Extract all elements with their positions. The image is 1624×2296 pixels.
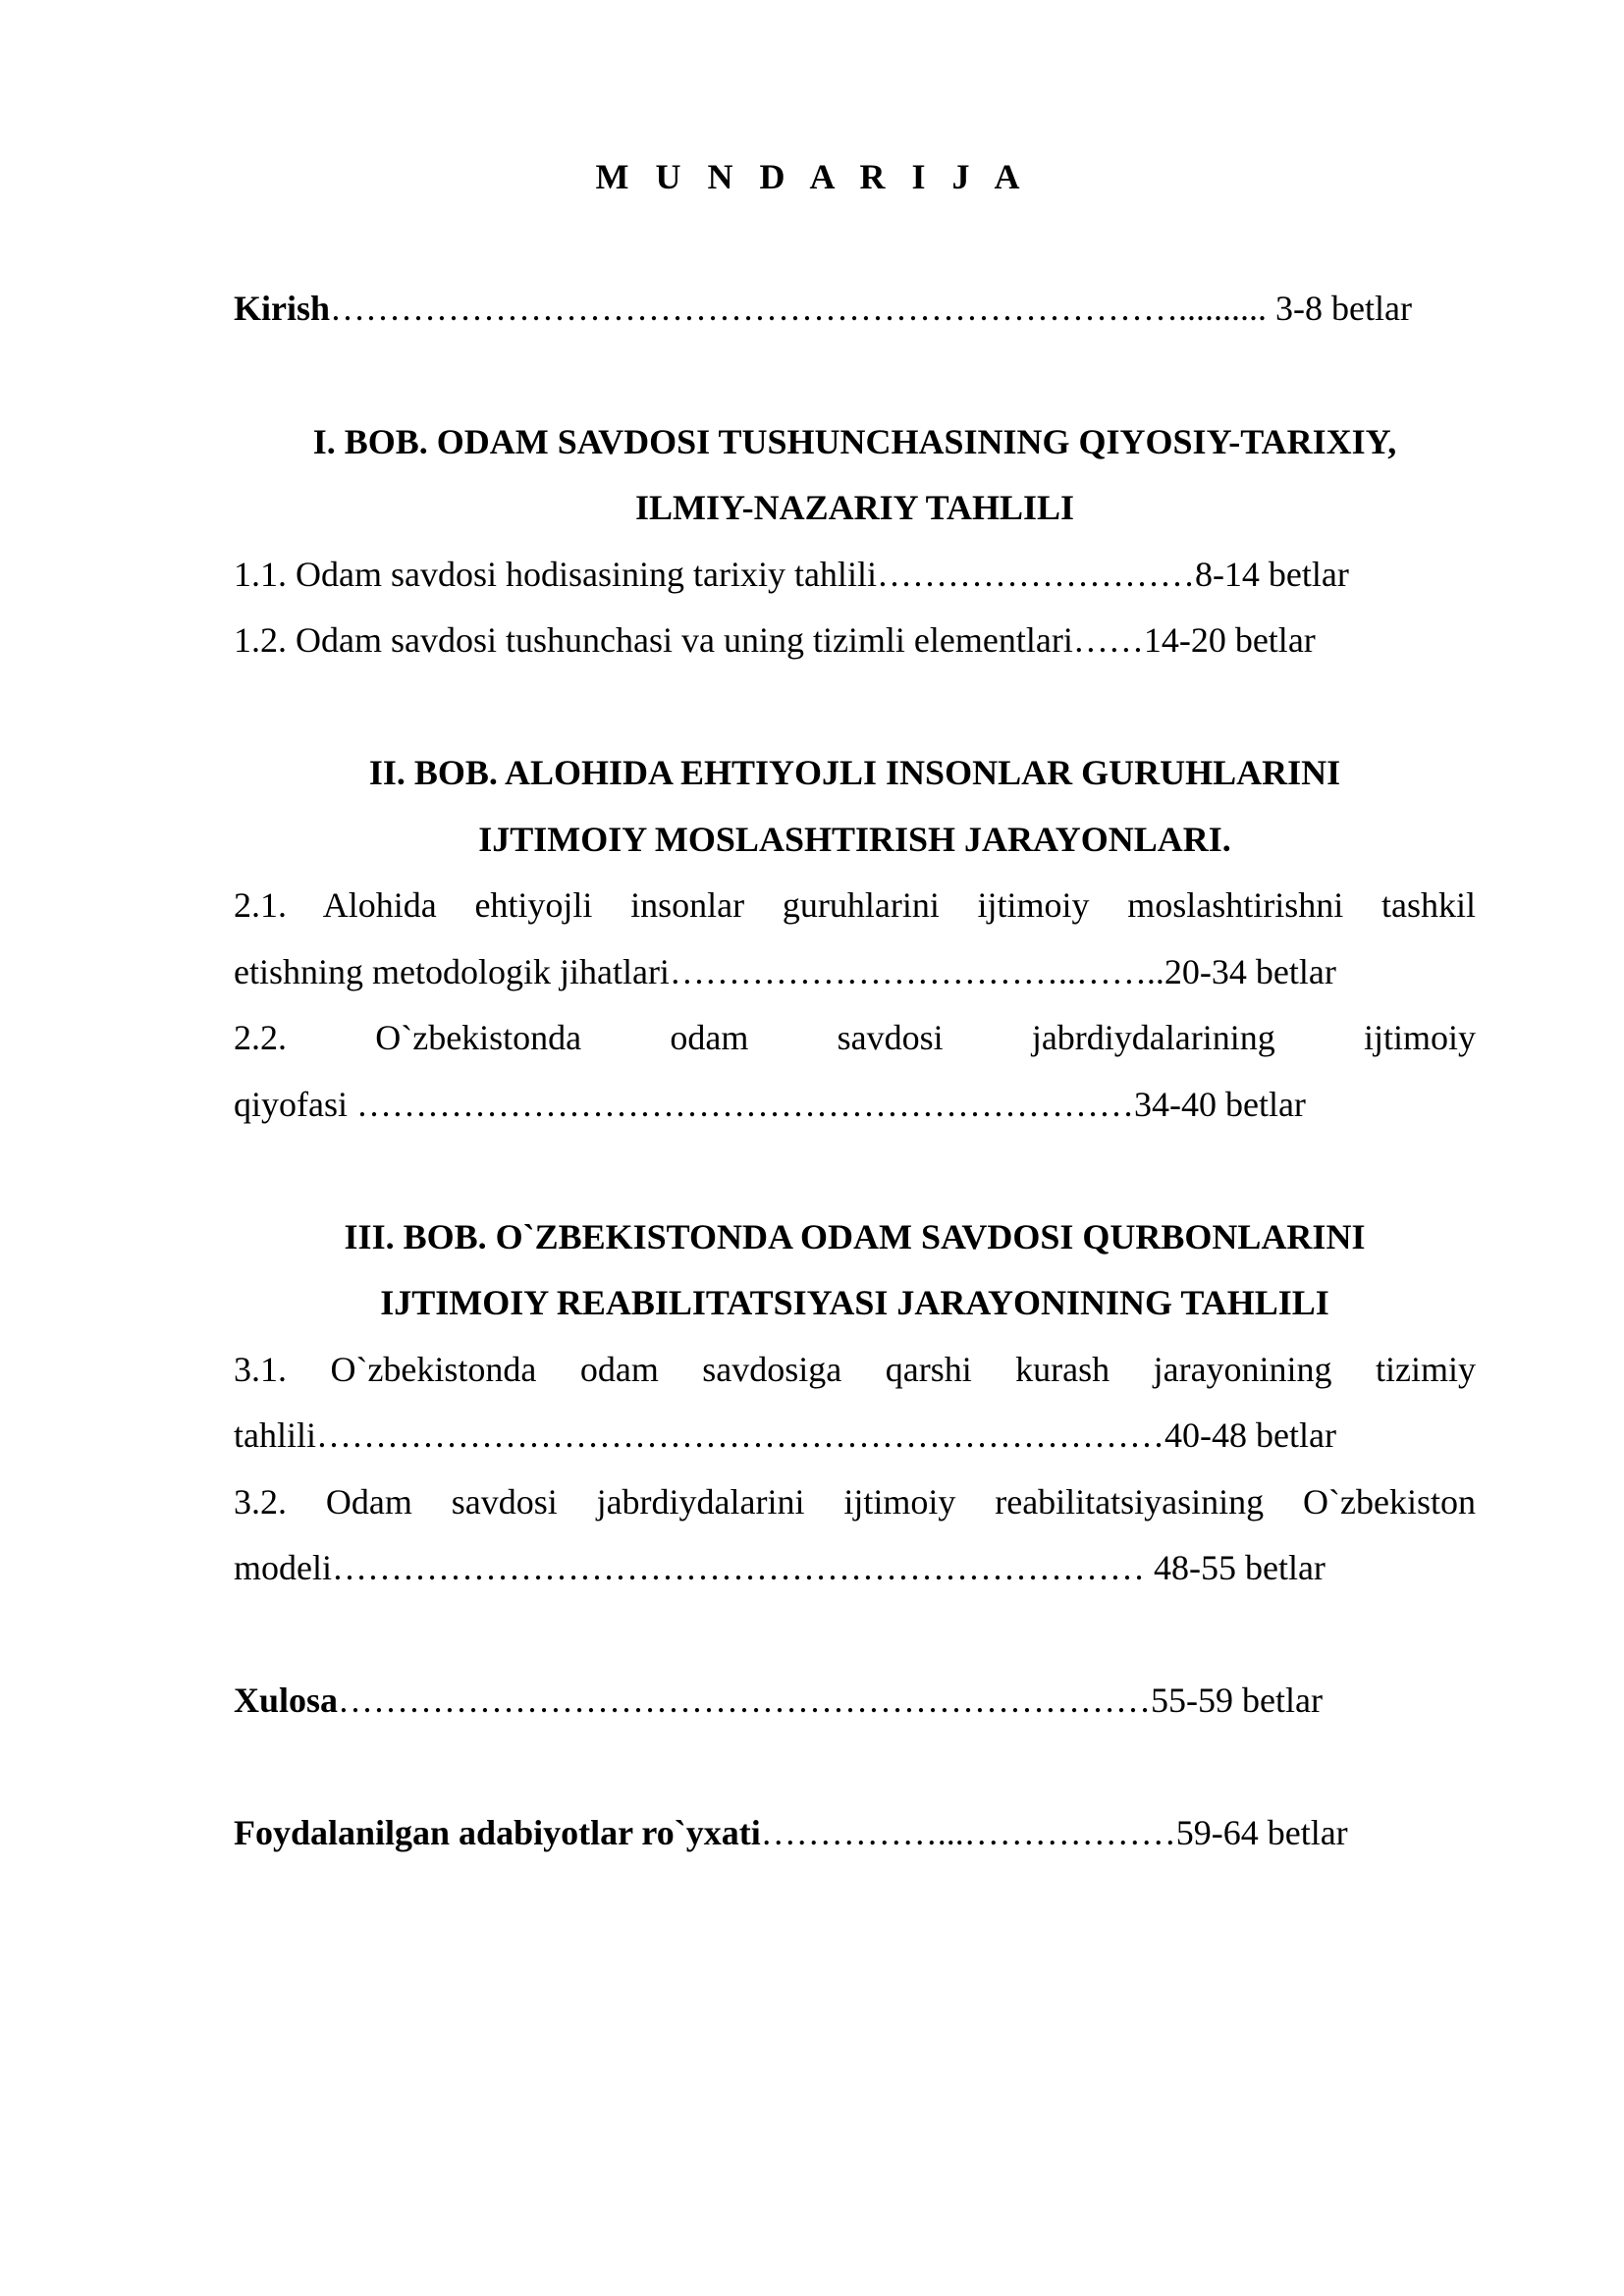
toc-entry-intro xyxy=(234,287,1476,330)
toc-entry-label: Kirish xyxy=(234,289,331,328)
toc-entry-conclusion xyxy=(234,1679,1476,1722)
toc-section-3-2-line-1: 3.2. Odam savdosi jabrdiydalarini ijtimoiy reabilitatsiyasining O`zbekiston xyxy=(234,1482,1476,1522)
toc-page-range: 59-64 betlar xyxy=(1175,1813,1348,1852)
toc-section-3-1-line-2: tahlili………………………………………………………………40-48 betlar xyxy=(234,1415,1336,1455)
toc-leader-dots: …………………………………………………………… xyxy=(338,1681,1152,1720)
toc-page-range: 3-8 betlar xyxy=(1267,289,1412,328)
chapter-2-heading-line-2: IJTIMOIY MOSLASHTIRISH JARAYONLARI. xyxy=(478,820,1231,859)
toc-page-range: 55-59 betlar xyxy=(1151,1681,1323,1720)
toc-entry-references xyxy=(234,1811,1476,1854)
chapter-3-heading-line-2: IJTIMOIY REABILITATSIYASI JARAYONINING TAHLILI xyxy=(380,1283,1329,1322)
toc-section-1-1: 1.1. Odam savdosi hodisasining tarixiy tahlili………………………8-14 betlar xyxy=(234,555,1349,594)
toc-section-2-2-line-2: qiyofasi …………………………………………………………34-40 betlar xyxy=(234,1085,1306,1124)
toc-section-3-2-line-2: modeli…………………………………………………………… 48-55 betlar xyxy=(234,1548,1326,1587)
page-title: M U N D A R I J A xyxy=(595,157,1029,196)
toc-section-2-1-line-1: 2.1. Alohida ehtiyojli insonlar guruhlarini ijtimoiy moslashtirishni tashkil xyxy=(234,885,1476,925)
toc-leader-dots: ……………………………………………………………….......... xyxy=(330,289,1268,328)
chapter-1-heading-line-2: ILMIY-NAZARIY TAHLILI xyxy=(634,488,1075,527)
toc-section-1-2: 1.2. Odam savdosi tushunchasi va uning tizimli elementlari……14-20 betlar xyxy=(234,620,1316,660)
toc-section-3-1-line-1: 3.1. O`zbekistonda odam savdosiga qarshi kurash jarayonining tizimiy xyxy=(234,1350,1476,1389)
toc-entry-label: Foydalanilgan adabiyotlar ro`yxati xyxy=(234,1813,761,1852)
chapter-2-heading-line-1: II. BOB. ALOHIDA EHTIYOJLI INSONLAR GURUHLARINI xyxy=(368,753,1341,792)
chapter-3-heading-line-1: III. BOB. O`ZBEKISTONDA ODAM SAVDOSI QURBONLARINI xyxy=(344,1217,1366,1256)
toc-leader-dots: ……………...……………… xyxy=(760,1813,1176,1852)
chapter-1-heading-line-1: I. BOB. ODAM SAVDOSI TUSHUNCHASINING QIYOSIY-TARIXIY, xyxy=(312,422,1397,461)
toc-section-2-2-line-1: 2.2. O`zbekistonda odam savdosi jabrdiydalarining ijtimoiy xyxy=(234,1018,1476,1057)
toc-section-2-1-line-2: etishning metodologik jihatlari……………………………..……..20-34 betlar xyxy=(234,952,1336,991)
toc-entry-label: Xulosa xyxy=(234,1681,339,1720)
